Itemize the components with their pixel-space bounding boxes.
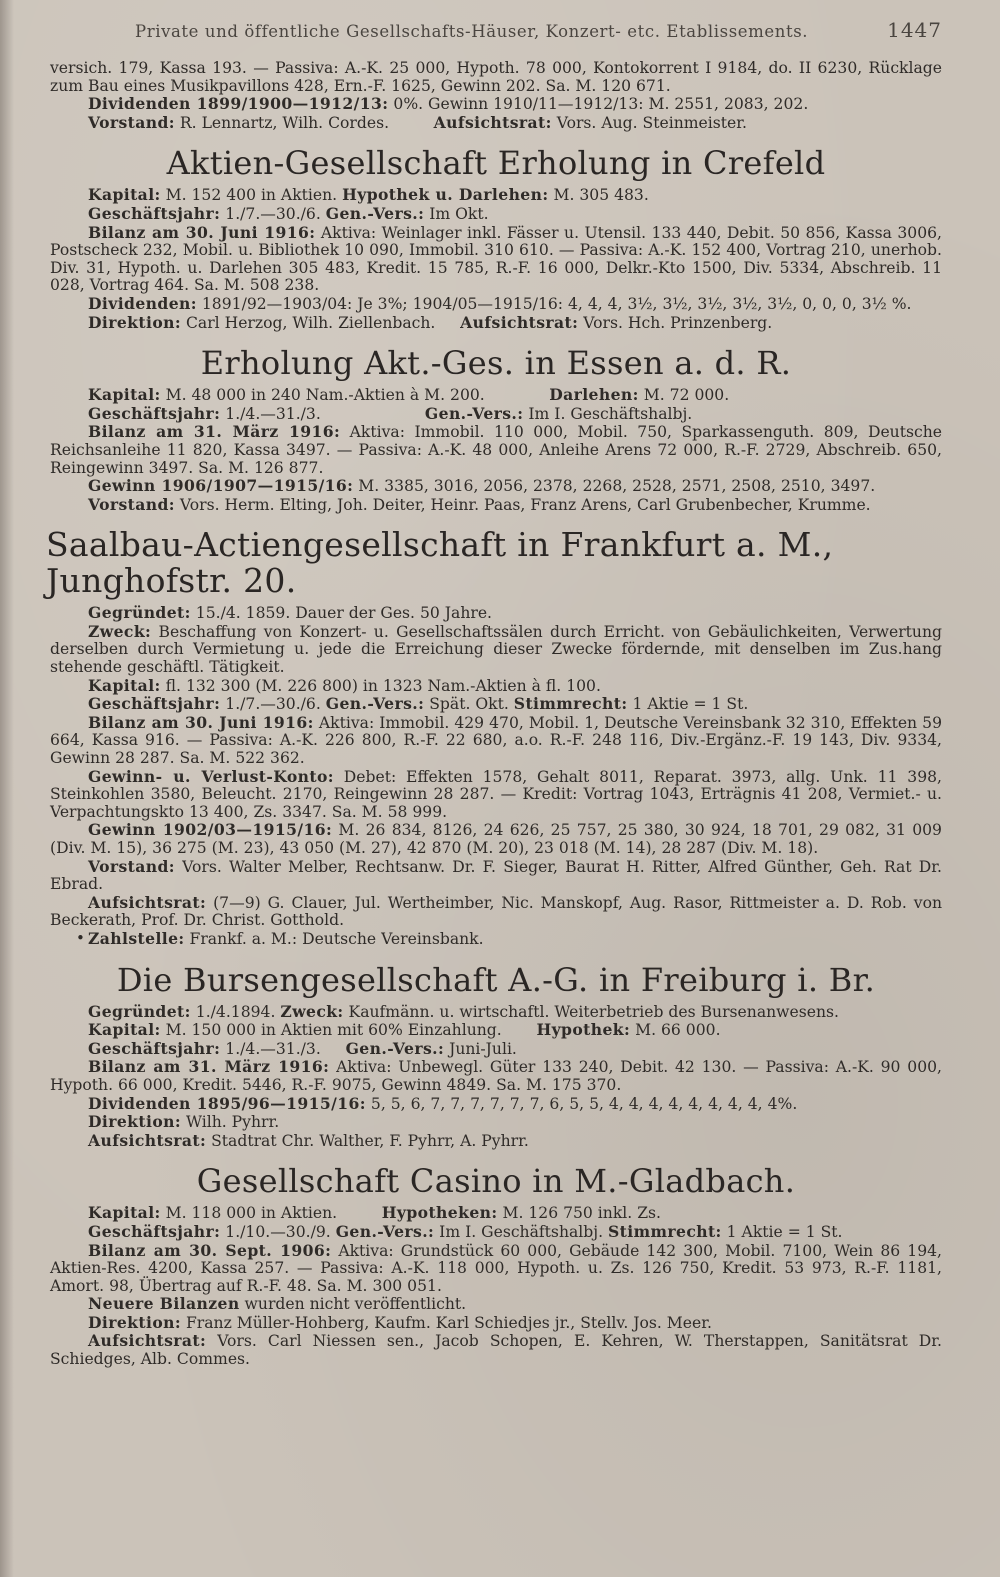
fiscal-year-line: Geschäftsjahr: 1./10.—30./9. Gen.-Vers.: Im I. Geschäftshalbj. Stimmrecht: 1 Aktie = 1 St. [88,1221,843,1241]
capital-line: Kapital: M. 48 000 in 240 Nam.-Aktien à M. 200. Darlehen: M. 72 000. [88,385,730,405]
dividends: Dividenden 1895/96—1915/16: 5, 5, 6, 7, 7, 7, 7, 7, 7, 6, 5, 5, 4, 4, 4, 4, 4, 4, 4, 4, 4%. [88,1093,798,1113]
founded-line: Gegründet: 15./4. 1859. Dauer der Ges. 50 Jahre. [88,603,493,623]
company-title: Aktien-Gesellschaft Erholung in Crefeld [166,144,826,183]
capital-line: Kapital: M. 150 000 in Aktien mit 60% Einzahlung. Hypothek: M. 66 000. [88,1020,721,1040]
newer-balances-note: Neuere Bilanzen wurden nicht veröffentlicht. [88,1294,467,1314]
balance-sheet: Bilanz am 30. Juni 1916: Aktiva: Weinlager inkl. Fässer u. Utensil. 133 440, Debit. 50 856, Kassa 3006, Postscheck 232, Mobil. u. Bibliothek 10 090, Immobil. 310 610. — Passiva: A.-K. 152 400, Vortrag 210, unerhob. Div. 31, Hypoth. u. Darlehen 305 483, Kredit. 15 785, R.-F. 16 000, Delkr.-Kto 1500, Div. 5334, Abschreib. 11 028, Vortrag 464. Sa. M. 508 238. [50,222,942,295]
running-title: Private und öffentliche Gesellschafts-Häuser, Konzert- etc. Etablissements. [135,22,809,41]
supervisory-board-line: Aufsichtsrat: Stadtrat Chr. Walther, F. Pyhrr, A. Pyhrr. [88,1130,529,1150]
entry-erholung-crefeld [50,145,942,332]
balance-fragment: versich. 179, Kassa 193. — Passiva: A.-K. 25 000, Hypoth. 78 000, Kontokorrent I 9184, do. II 6230, Rücklage zum Bau eines Musikpavillons 428, Ern.-F. 1625, Gewinn 202. Sa. M. 120 671. [50,59,942,95]
balance-sheet: Bilanz am 30. Sept. 1906: Aktiva: Grundstück 60 000, Gebäude 142 300, Mobil. 7100, Wein 86 194, Aktien-Res. 4200, Kassa 257. — Passiva: A.-K. 118 000, Hypoth. u. Zs. 126 750, Kredit. 53 973, R.-F. 1181, Amort. 98, Übertrag auf R.-F. 48. Sa. M. 300 051. [50,1240,942,1295]
balance-sheet: Bilanz am 30. Juni 1916: Aktiva: Immobil. 429 470, Mobil. 1, Deutsche Vereinsbank 32 310, Effekten 59 664, Kassa 916. — Passiva: A.-K. 226 800, R.-F. 22 680, a.o. R.-F. 248 116, Div.-Ergänz.-F. 19 143, Div. 9334, Gewinn 28 287. Sa. M. 522 362. [50,712,942,768]
entry-saalbau-frankfurt [46,525,942,948]
page-spine-shadow [0,0,14,1577]
dividends: Dividenden: 1891/92—1903/04: Je 3%; 1904/05—1915/16: 4, 4, 4, 3½, 3½, 3½, 3½, 3½, 0, 0, 0, 3½ %. [88,293,912,313]
board-line: Vorstand: R. Lennartz, Wilh. Cordes. Aufsichtsrat: Vors. Aug. Steinmeister. [88,112,747,132]
company-title: Saalbau-Actiengesellschaft in Frankfurt a. M., Junghofstr. 20. [46,525,834,601]
founded-purpose-line: Gegründet: 1./4.1894. Zweck: Kaufmänn. u. wirtschaftl. Weiterbetrieb des Bursenanwesens. [88,1001,839,1021]
management-line: Direktion: Franz Müller-Hohberg, Kaufm. Karl Schiedjes jr., Stellv. Jos. Meer. [88,1312,712,1332]
fiscal-year-line: Geschäftsjahr: 1./4.—31./3. Gen.-Vers.: Im I. Geschäftshalbj. [88,403,693,423]
company-title: Die Bursengesellschaft A.-G. in Freiburg i. Br. [116,960,876,999]
entry-erholung-essen [50,345,942,514]
capital-line: Kapital: M. 152 400 in Aktien. Hypothek u. Darlehen: M. 305 483. [88,185,649,205]
running-head [50,18,942,42]
board-line: Vorstand: Vors. Herm. Elting, Joh. Deiter, Heinr. Paas, Franz Arens, Carl Grubenbecher, Krumme. [88,494,871,514]
bullet-icon: • [76,928,85,947]
supervisory-board-line: Aufsichtsrat: (7—9) G. Clauer, Jul. Wertheimber, Nic. Manskopf, Aug. Rasor, Rittmeister a. D. Rob. von Beckerath, Prof. Dr. Christ. Gotthold. [50,892,942,930]
entry-casino-gladbach [50,1163,942,1368]
profit-history: Gewinn 1906/1907—1915/16: M. 3385, 3016, 2056, 2378, 2268, 2528, 2571, 2508, 2510, 3497. [88,476,876,496]
balance-sheet: Bilanz am 31. März 1916: Aktiva: Immobil. 110 000, Mobil. 750, Sparkassenguth. 809, Deutsche Reichsanleihe 11 820, Kassa 3497. — Passiva: A.-K. 48 000, Anleihe Arens 72 000, R.-F. 2729, Abschreib. 650, Reingewinn 3497. Sa. M. 126 877. [50,422,942,477]
supervisory-board-line: Aufsichtsrat: Vors. Carl Niessen sen., Jacob Schopen, E. Kehren, W. Therstappen, Sanitätsrat Dr. Schiedges, Alb. Commes. [50,1331,942,1369]
company-title: Gesellschaft Casino in M.-Gladbach. [196,1162,796,1201]
profit-loss-account: Gewinn- u. Verlust-Konto: Debet: Effekten 1578, Gehalt 8011, Reparat. 3973, allg. Unk. 11 398, Steinkohlen 3580, Beleucht. 2170, Reingewinn 28 287. — Kredit: Vortrag 1043, Erträgnis 41 208, Vermiet.- u. Verpachtungskto 13 400, Zs. 3347. Sa. M. 58 999. [50,766,942,821]
dividend-line: Dividenden 1899/1900—1912/13: 0%. Gewinn 1910/11—1912/13: M. 2551, 2083, 202. [88,94,809,114]
company-title: Erholung Akt.-Ges. in Essen a. d. R. [200,344,792,383]
profit-history: Gewinn 1902/03—1915/16: M. 26 834, 8126, 24 626, 25 757, 25 380, 30 924, 18 701, 29 082, 31 009 (Div. M. 15), 36 275 (M. 23), 43 050 (M. 27), 42 870 (M. 20), 23 018 (M. 14), 28 287 (Div. M. 18). [50,820,942,857]
capital-line: Kapital: M. 118 000 in Aktien. Hypotheken: M. 126 750 inkl. Zs. [88,1203,661,1223]
fiscal-year-line: Geschäftsjahr: 1./7.—30./6. Gen.-Vers.: Im Okt. [88,203,489,223]
balance-sheet: Bilanz am 31. März 1916: Aktiva: Unbewegl. Güter 133 240, Debit. 42 130. — Passiva: A.-K. 90 000, Hypoth. 66 000, Kredit. 5446, R.-F. 9075, Gewinn 4849. Sa. M. 175 370. [50,1057,942,1094]
fiscal-year-line: Geschäftsjahr: 1./4.—31./3. Gen.-Vers.: Juni-Juli. [88,1038,517,1058]
board-line: Vorstand: Vors. Walter Melber, Rechtsanw. Dr. F. Sieger, Baurat H. Ritter, Alfred Günther, Geh. Rat Dr. Ebrad. [50,856,942,894]
previous-entry-fragment [50,60,942,132]
management-line: Direktion: Wilh. Pyhrr. [88,1112,280,1132]
capital-line: Kapital: fl. 132 300 (M. 226 800) in 1323 Nam.-Aktien à fl. 100. [88,675,601,695]
fiscal-year-line: Geschäftsjahr: 1./7.—30./6. Gen.-Vers.: Spät. Okt. Stimmrecht: 1 Aktie = 1 St. [88,694,749,714]
management-line: Direktion: Carl Herzog, Wilh. Ziellenbach. Aufsichtsrat: Vors. Hch. Prinzenberg. [88,312,773,332]
page-number: 1447 [887,18,942,42]
entry-bursengesellschaft-freiburg [50,962,942,1151]
purpose-line: Zweck: Beschaffung von Konzert- u. Gesellschaftssälen durch Erricht. von Gebäulichkeiten, Verwertung derselben durch Vermietung u. jede die Erreichung dieser Zwecke fördernde, mit denselben im Zus.hang stehende geschäftl. Tätigkeit. [50,621,942,677]
paying-agent-line: • Zahlstelle: Frankf. a. M.: Deutsche Vereinsbank. [50,930,942,949]
